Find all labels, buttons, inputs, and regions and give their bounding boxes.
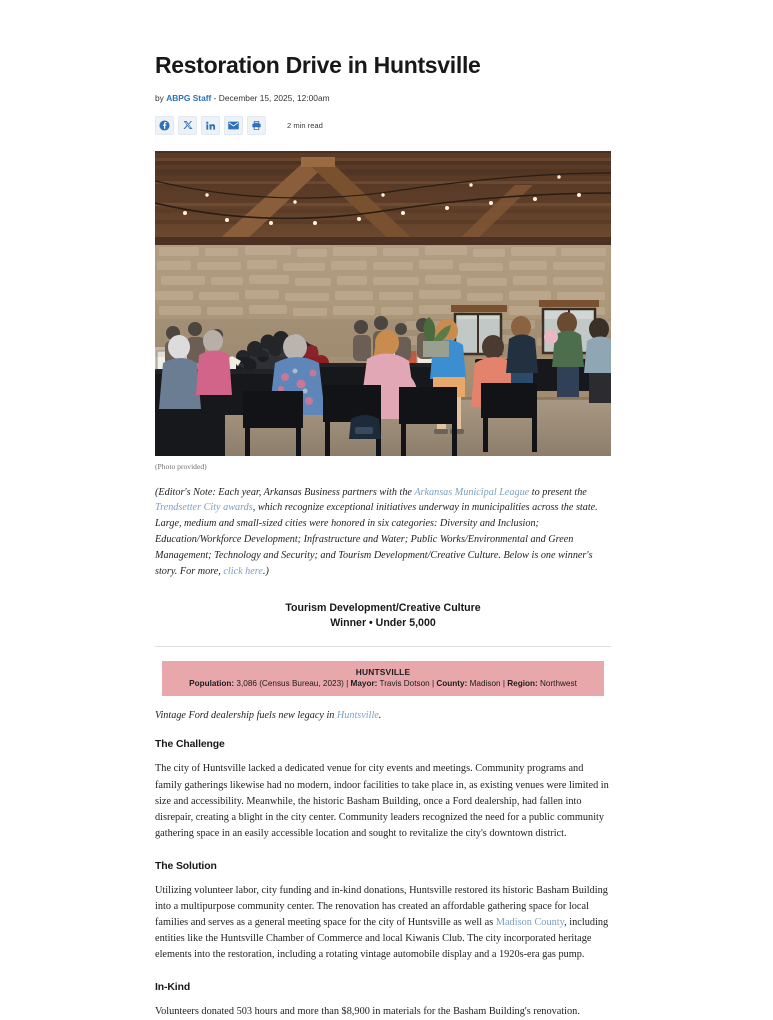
solution-part2: , including entities like the Huntsville Chamber of Commerce and local Kiwanis Club. The city incorporated heritage elements into the restoration, including a rotating vintage automobile display and a 1920s-era gas pump. [155,916,609,960]
county-value: Madison | [467,679,508,689]
facebook-icon [159,120,170,131]
section-body-challenge: The city of Huntsville lacked a dedicated venue for city events and meetings. Community programs and family gatherings likewise had no modern, indoor facilities to take place in, as existing venues were limited in size and accessibility. Meanwhile, the historic Basham Building, once a Ford dealership, had fallen into disrepair, creating a blight in the city center. Community leaders recognized the need for a public community gathering space in an easily accessible location and sought to revitalize the city's downtown district. [155,763,609,839]
population-value: 3,086 (Census Bureau, 2023) | [234,679,351,689]
page-title: Restoration Drive in Huntsville [155,52,481,78]
share-toolbar [155,116,611,135]
region-value: Northwest [537,679,577,689]
section-heading-solution: The Solution [155,860,217,872]
facebook-share-button[interactable] [155,116,174,135]
byline-date: - December 15, 2025, 12:00am [211,92,330,103]
madison-county-link[interactable]: Madison County [495,916,565,928]
byline-prefix: by [155,92,167,103]
linkedin-share-button[interactable] [201,116,220,135]
byline [155,93,611,104]
editors-note-part2: to present the [529,486,587,498]
section-heading-in-kind: In-Kind [155,982,191,994]
editors-note-part3: , which recognize exceptional initiatives underway in municipalities across the state. Large, medium and small-sized cities were honored in six categories: Diversity and Inclusion; Education/Workforce Development; Infrastructure and Water; Public Works/Environmental and Green Management; Technology and Security; and Tourism Development/Creative Culture. Below is one winner's story. For more, [155,502,598,577]
region-label: Region: [507,679,538,689]
mayor-label: Mayor: [350,679,378,689]
solution-part1: Utilizing volunteer labor, city funding and in-kind donations, Huntsville restored its historic Basham Building into a multipurpose community center. The renovation has created an affordable gathering space for local families and serves as a general meeting space for the city of Huntsville as well as [155,884,608,928]
printer-icon [251,120,262,131]
print-button[interactable] [247,116,266,135]
huntsville-link[interactable]: Huntsville [336,710,379,722]
mayor-value: Travis Dotson | [377,679,437,689]
population-label: Population: [189,679,235,689]
lede-part1: Vintage Ford dealership fuels new legacy in [155,710,337,722]
editors-note-part1: (Editor's Note: Each year, Arkansas Business partners with the [155,486,415,498]
section-divider [155,646,611,647]
county-label: County: [436,679,468,689]
click-here-link[interactable]: click here [223,565,263,577]
read-time-label: 2 min read [287,120,323,130]
section-body-solution [155,883,611,963]
trendsetter-city-awards-link[interactable]: Trendsetter City awards [155,502,253,514]
section-body-in-kind: Volunteers donated 503 hours and more than $8,900 in materials for the Basham Building's renovation. [155,1006,580,1018]
award-tier: Winner • Under 5,000 [330,616,436,629]
award-block [155,601,611,630]
hero-photo-illustration [155,151,611,456]
x-share-button[interactable] [178,116,197,135]
arkansas-municipal-league-link[interactable]: Arkansas Municipal League [414,486,530,498]
hero-photo [155,151,611,456]
editors-note [155,485,611,580]
linkedin-icon [205,120,216,131]
lede-part2: . [378,710,382,722]
envelope-icon [228,121,239,130]
fact-box-details [189,679,577,688]
article-lede [155,708,611,723]
editors-note-part4: .) [262,565,269,577]
photo-credit: (Photo provided) [155,461,207,471]
article-container [155,52,611,1020]
city-fact-box [162,661,604,696]
fact-box-city-name: HUNTSVILLE [355,667,411,678]
section-heading-challenge: The Challenge [155,739,225,751]
x-icon [183,120,193,130]
email-share-button[interactable] [224,116,243,135]
award-category: Tourism Development/Creative Culture [285,602,481,615]
author-link[interactable]: ABPG Staff [166,92,212,103]
